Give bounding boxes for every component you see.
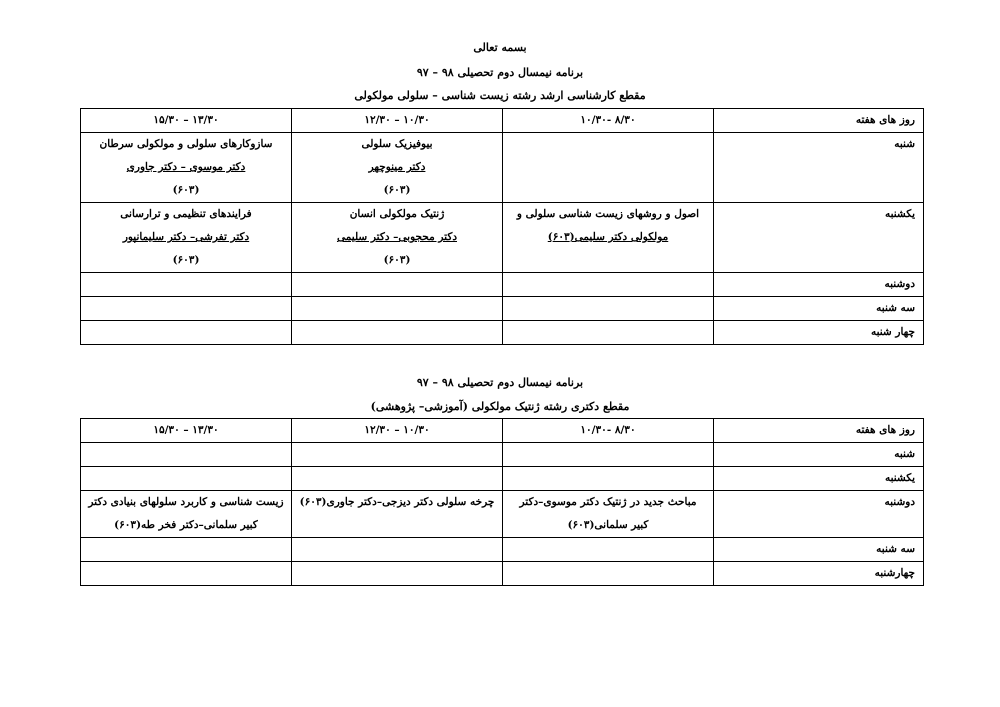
table-header-row [81, 419, 924, 443]
course-name: فرایندهای تنظیمی و ترارسانی [120, 208, 252, 220]
header-slot-2: ۱۰/۳۰ – ۱۲/۳۰ [292, 109, 503, 133]
day-cell: چهارشنبه [714, 562, 924, 586]
course-cell [81, 133, 292, 203]
page-heading-bismillah: بسمه تعالی [473, 41, 527, 54]
room-number: (۶۰۳) [172, 184, 200, 196]
day-cell: دوشنبه [714, 273, 924, 297]
course-cell [292, 538, 503, 562]
instructor-name: دکتر محجوبی– دکتر سلیمی [336, 231, 458, 243]
day-cell: سه شنبه [714, 297, 924, 321]
day-cell: یکشنبه [714, 467, 924, 491]
room-number: (۶۰۳) [383, 254, 411, 266]
course-cell [292, 203, 503, 273]
course-cell [503, 538, 714, 562]
header-days: روز های هفته [714, 109, 924, 133]
table-header-row [81, 109, 924, 133]
table-row [81, 562, 924, 586]
semester-title: برنامه نیمسال دوم تحصیلی ۹۸ – ۹۷ [416, 66, 584, 79]
header-slot-3: ۱۳/۳۰ – ۱۵/۳۰ [81, 419, 292, 443]
course-cell [503, 321, 714, 345]
course-cell [503, 562, 714, 586]
course-name: اصول و روشهای زیست شناسی سلولی و [516, 208, 700, 220]
header-slot-2: ۱۰/۳۰ – ۱۲/۳۰ [292, 419, 503, 443]
course-cell [292, 443, 503, 467]
course-line: کبیر سلمانی–دکتر فخر طه(۶۰۳) [114, 519, 258, 531]
course-line: مباحث جدید در ژنتیک دکتر موسوی–دکتر [519, 496, 697, 508]
course-line: چرخه سلولی دکتر دیزجی–دکتر جاوری(۶۰۳) [299, 496, 495, 508]
day-cell: شنبه [714, 443, 924, 467]
table-row [81, 203, 924, 273]
header-slot-3: ۱۳/۳۰ – ۱۵/۳۰ [81, 109, 292, 133]
header-days: روز های هفته [714, 419, 924, 443]
table-row [81, 321, 924, 345]
day-cell: سه شنبه [714, 538, 924, 562]
course-cell [503, 133, 714, 203]
course-cell [503, 203, 714, 273]
room-number: (۶۰۳) [172, 254, 200, 266]
course-cell [292, 467, 503, 491]
program-title-masters: مقطع کارشناسی ارشد رشته زیست شناسی – سلولی مولکولی [354, 89, 646, 102]
course-cell [292, 297, 503, 321]
instructor-name: مولکولی دکتر سلیمی(۶۰۳) [547, 231, 669, 243]
table-row [81, 273, 924, 297]
course-cell [503, 273, 714, 297]
instructor-name: دکتر مینوچهر [368, 161, 426, 173]
table-row [81, 133, 924, 203]
day-cell: چهار شنبه [714, 321, 924, 345]
room-number: (۶۰۳) [383, 184, 411, 196]
phd-schedule-table [80, 418, 924, 586]
program-title-phd: مقطع دکتری رشته ژنتیک مولکولی (آموزشی– پژوهشی) [370, 400, 630, 413]
table-row [81, 467, 924, 491]
day-cell: شنبه [714, 133, 924, 203]
course-cell [292, 491, 503, 538]
course-line: کبیر سلمانی(۶۰۳) [567, 519, 649, 531]
course-cell [81, 491, 292, 538]
course-cell [292, 321, 503, 345]
semester-title-2: برنامه نیمسال دوم تحصیلی ۹۸ – ۹۷ [416, 376, 584, 389]
course-cell [503, 467, 714, 491]
course-cell [81, 273, 292, 297]
course-cell [292, 133, 503, 203]
table-row [81, 491, 924, 538]
course-line: زیست شناسی و کاربرد سلولهای بنیادی دکتر [88, 496, 284, 508]
instructor-name: دکتر موسوی – دکتر جاوری [126, 161, 246, 173]
course-name: بیوفیزیک سلولی [361, 138, 433, 150]
course-cell [81, 443, 292, 467]
course-cell [81, 562, 292, 586]
course-cell [503, 297, 714, 321]
course-cell [292, 273, 503, 297]
course-cell [81, 467, 292, 491]
course-cell [81, 297, 292, 321]
course-cell [503, 491, 714, 538]
course-cell [81, 538, 292, 562]
course-cell [503, 443, 714, 467]
header-slot-1: ۸/۳۰ -۱۰/۳۰ [503, 109, 714, 133]
table-row [81, 297, 924, 321]
course-name: سازوکارهای سلولی و مولکولی سرطان [99, 138, 273, 150]
course-name: ژنتیک مولکولی انسان [349, 208, 445, 220]
day-cell: یکشنبه [714, 203, 924, 273]
instructor-name: دکتر تفرشی– دکتر سلیمانپور [122, 231, 250, 243]
day-cell: دوشنبه [714, 491, 924, 538]
header-slot-1: ۸/۳۰ -۱۰/۳۰ [503, 419, 714, 443]
course-cell [292, 562, 503, 586]
course-cell [81, 321, 292, 345]
table-row [81, 443, 924, 467]
masters-schedule-table [80, 108, 924, 345]
table-row [81, 538, 924, 562]
course-cell [81, 203, 292, 273]
